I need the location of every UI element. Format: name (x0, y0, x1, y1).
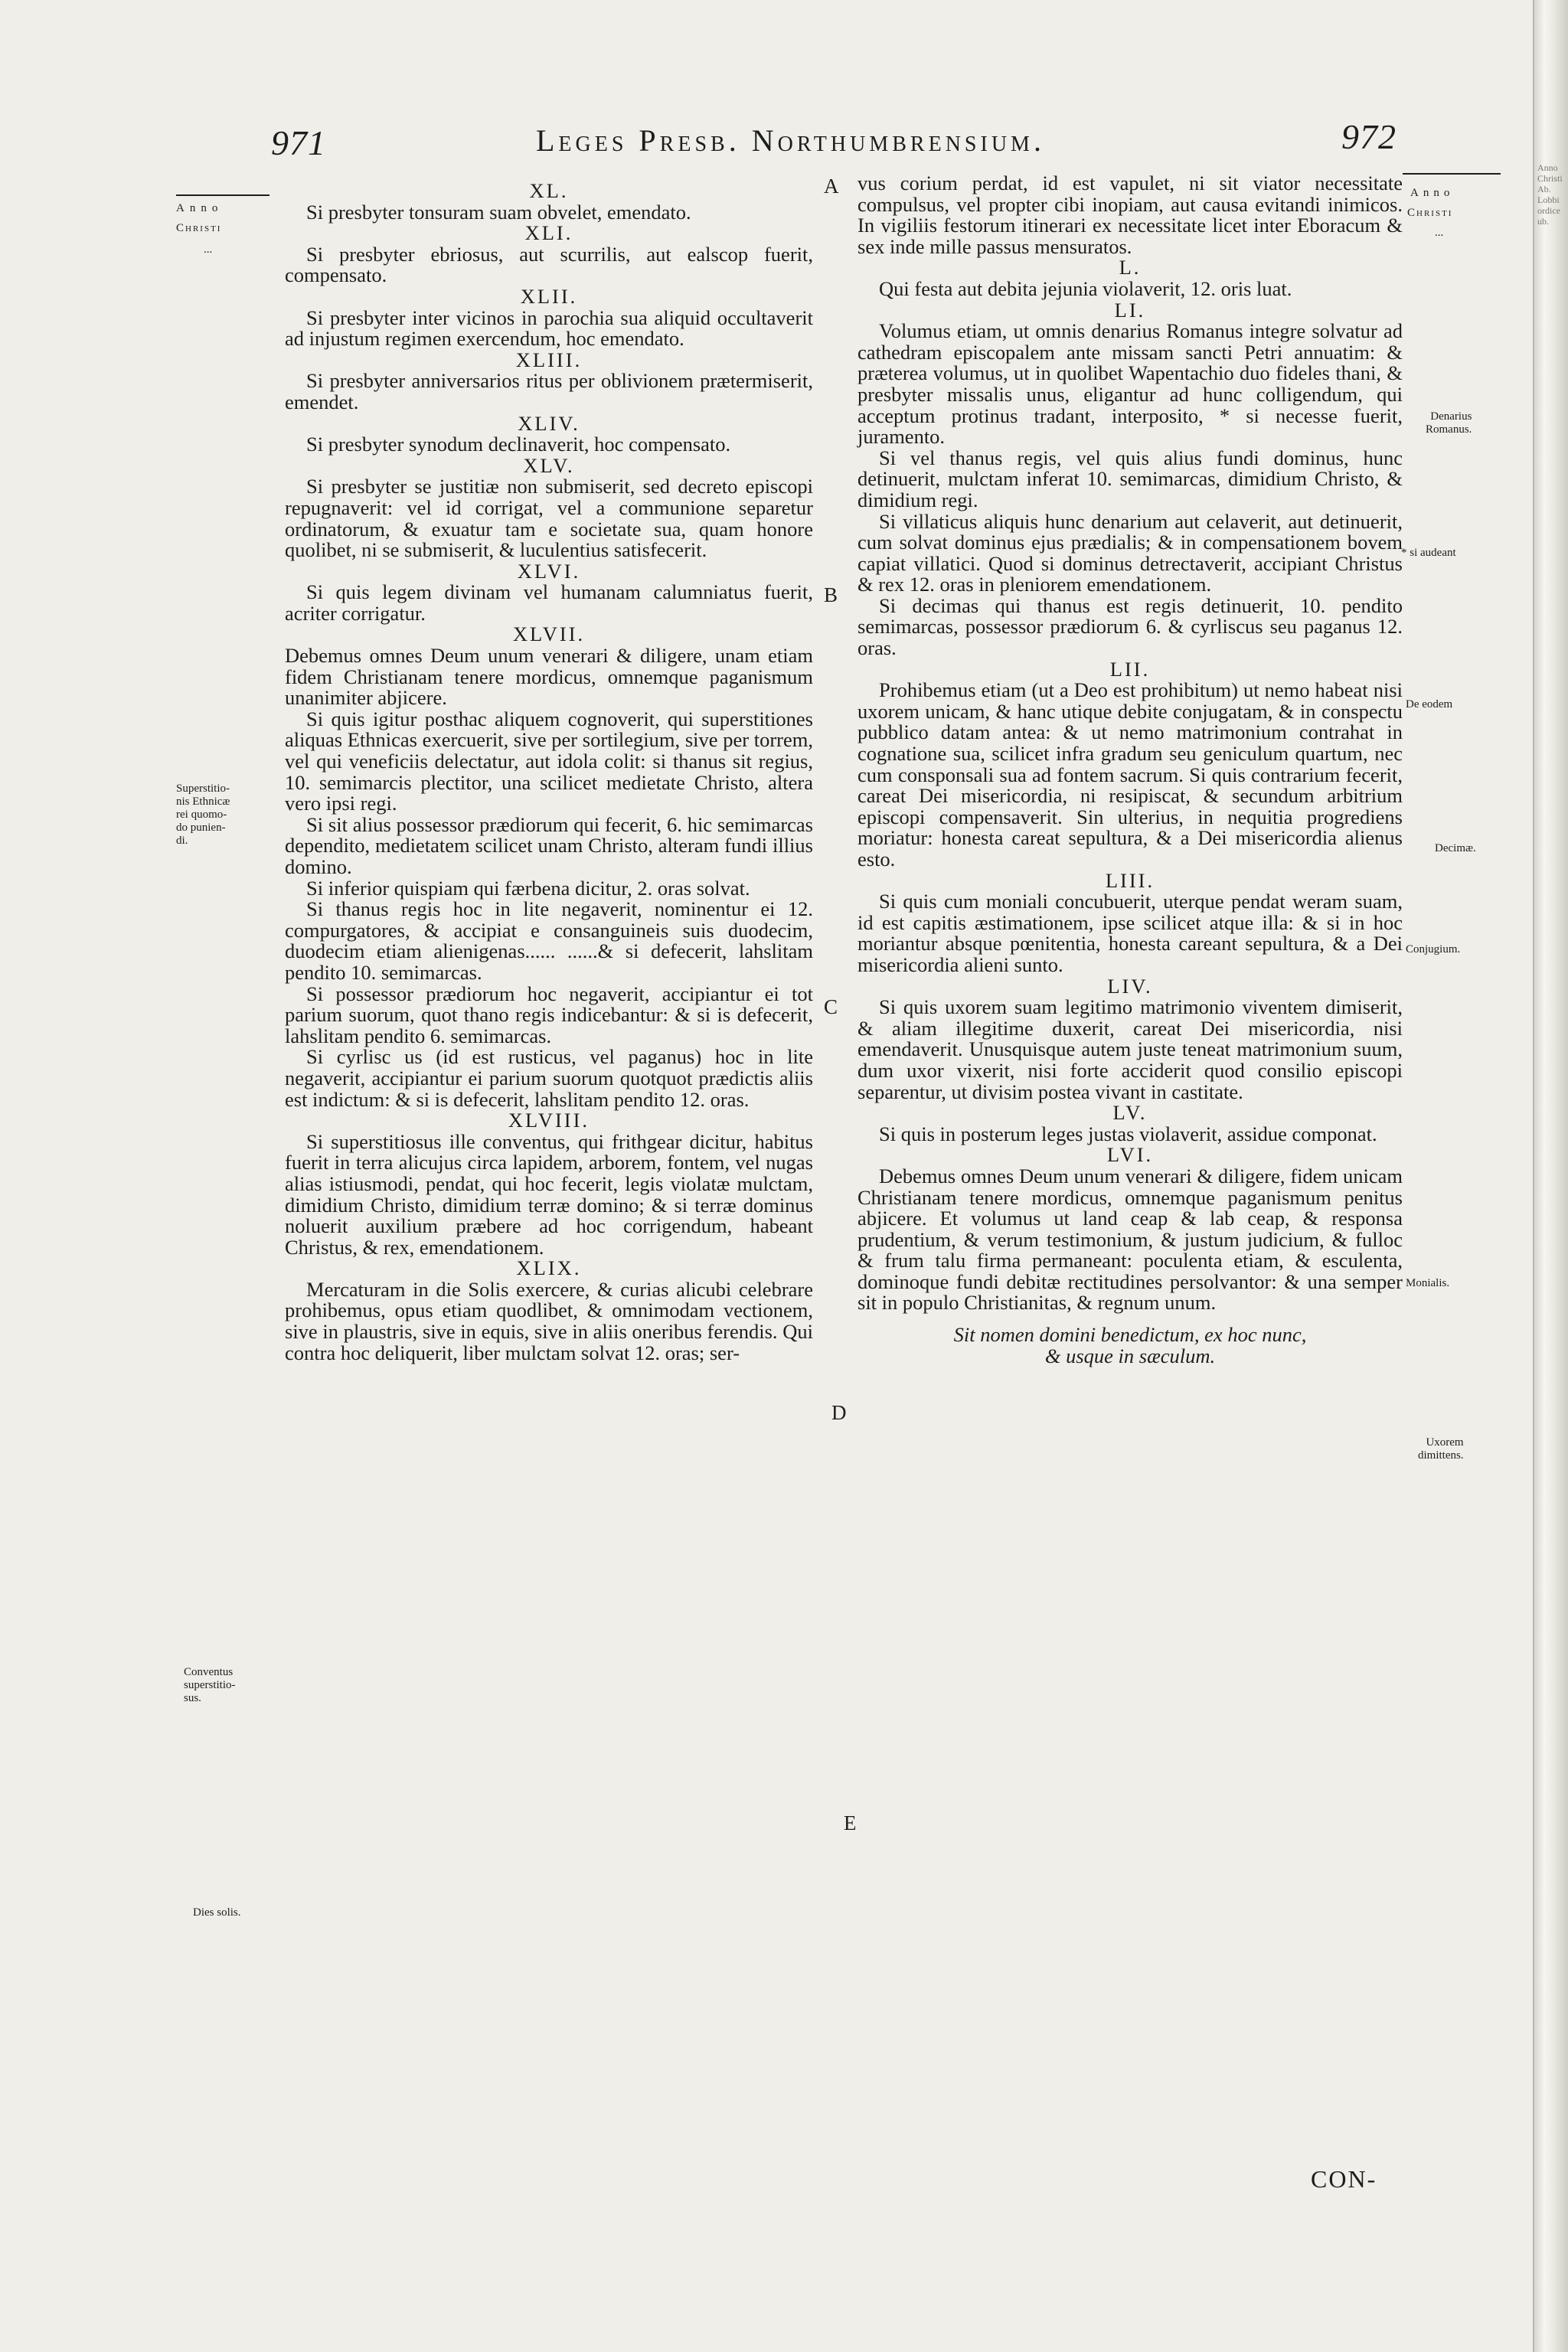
margin-note-christi-left: Christi (176, 222, 222, 234)
catchword: CON- (1311, 2165, 1377, 2193)
law-paragraph: Si villaticus aliquis hunc denarium aut celaverit, aut detinuerit, cum solvat dominus ejus prædialis; & in compensationem bovem capiat villatici. Quod si dominus detrectaverit, accipiant Christus & rex 12. oras in pleniorem emendationem. (858, 509, 1403, 596)
running-title: Leges Presb. Northumbrensium. (536, 123, 1045, 158)
chapter-heading: XLII. (520, 284, 578, 308)
margin-note-christi-right: Christi (1407, 207, 1453, 219)
law-paragraph: Si vel thanus regis, vel quis alius fundi dominus, hunc detinuerit, mulctam inferat 10. semimarcas, dimidium Christo, & dimidium regi. (858, 446, 1403, 511)
law-paragraph: Debemus omnes Deum unum venerari & diligere, fidem unicam Christianam tenere mordicus, omnemque paganismum penitus abjicere. Et volumus ut land ceap & lab ceap, & responsa prudentium, & verum testimonium, & justum judicium, & fulloc & frum talu firma permaneant: poculenta etiam, & esculenta, dominoque fundi debitæ rectitudines persolvantor: & una semper sit in populo Christianitas, & regnum unum. (858, 1164, 1403, 1315)
chapter-heading: XLVI. (517, 559, 581, 583)
margin-note-dots-right: ... (1435, 227, 1444, 239)
law-paragraph: Si possessor prædiorum hoc negaverit, accipiantur ei tot parium suorum, quot thano regis indicebantur: & si is defecerit, lahslitam pendito 6. semimarcas. (285, 982, 813, 1047)
law-paragraph: Si sit alius possessor prædiorum qui fecerit, 6. hic semimarcas dependito, medietatem scilicet unam Christo, alteram fundi illius domino. (285, 812, 813, 878)
law-paragraph: vus corium perdat, id est vapulet, ni sit viator necessitate compulsus, vel propter cibi inopiam, aut causa evitandi inimicos. In vigiliis festorum itinerari ex necessitate licet inter Eboracum & sex inde mille passus mensuratos. (858, 172, 1403, 258)
chapter-heading: XLIV. (518, 411, 580, 435)
chapter-heading: L. (1119, 256, 1142, 279)
law-paragraph: Qui festa aut debita jejunia violaverit, 12. oris luat. (879, 276, 1292, 300)
law-paragraph: Si quis legem divinam vel humanam calumniatus fuerit, acriter corrigatur. (285, 580, 813, 625)
law-paragraph: Si quis igitur posthac aliquem cognoverit, qui superstitiones aliquas Ethnicas exercuerit, sive per sortilegium, sive per torrem, vel qui veneficiis delectatur, aut idola colit: si thanus sit regius, 10. semimarcis plectitor, una scilicet medietate Christo, altera vero ipsi regi. (285, 707, 813, 815)
margin-note-superstitionis: Superstitio- nis Ethnicæ rei quomo- do punien- di. (176, 782, 230, 847)
left-column (285, 181, 813, 1364)
margin-rule-right (1403, 173, 1501, 175)
chapter-heading: LIV. (1107, 974, 1153, 998)
margin-note-monialis: Monialis. (1406, 1277, 1450, 1289)
law-paragraph: Debemus omnes Deum unum venerari & diligere, unam etiam fidem Christianam tenere mordicus, omnemque paganismum unanimiter abjicere. (285, 644, 813, 710)
margin-note-de-eodem: De eodem (1406, 698, 1453, 710)
bleed-through-text: Anno Christi Ab. Lobbi ordice ub. (1537, 162, 1563, 227)
law-paragraph: Si superstitiosus ille conventus, qui frithgear dicitur, habitus fuerit in terra alicujus circa lapidem, arborem, fontem, vel nugas alias istiusmodi, pendat, qui hoc fecerit, legis violatæ mulctam, dimidium Christo, dimidium terræ domino; & si terræ dominus noluerit auxilium præbere ad hoc corrigendum, habeant Christus, & rex, emendationem. (285, 1129, 813, 1259)
law-paragraph: Volumus etiam, ut omnis denarius Romanus integre solvatur ad cathedram episcopalem ante missam sancti Petri annuatim: & præterea volumus, ut in quolibet Wapentachio duo fideles thani, & presbyter missalis unus, eligantur ad hunc colligendum, qui acceptum protinus tradant, interposito, * si necesse fuerit, juramento. (858, 319, 1403, 449)
margin-note-si-audeant: * si audeant (1401, 547, 1456, 559)
margin-note-dots-left: ... (204, 243, 213, 256)
section-letter-a: A (824, 175, 839, 198)
chapter-heading: XLVIII. (508, 1109, 590, 1132)
chapter-heading: LV. (1112, 1101, 1148, 1125)
law-paragraph: Si quis uxorem suam legitimo matrimonio viventem dimiserit, & aliam illegitime duxerit, careat Dei misericordia, nisi emendaverit. Unusquisque autem juste teneat matrimonium suum, dum uxor vixerit, nisi forte acciderit quod consilio episcopi separentur, ut divisim postea vivant in castitate. (858, 995, 1403, 1103)
margin-note-decimae: Decimæ. (1435, 842, 1476, 854)
law-paragraph: Mercaturam in die Solis exercere, & curias alicubi celebrare prohibemus, opus etiam quodlibet, & omnimodam vectionem, sive in plaustris, sive in equis, sive in aliis oneribus ferendis. Qui contra hoc deliquerit, liber mulctam solvat 12. oras; ser- (285, 1277, 813, 1364)
chapter-heading: LIII. (1105, 868, 1155, 892)
page-binding-edge (1533, 0, 1568, 2352)
law-paragraph: Si presbyter ebriosus, aut scurrilis, aut ealscop fuerit, compensato. (285, 242, 813, 287)
margin-note-conjugium: Conjugium. (1406, 943, 1461, 956)
margin-note-uxorem: Uxorem dimittens. (1418, 1436, 1464, 1462)
closing-formula (858, 1325, 1403, 1367)
margin-note-anno-right: Anno (1410, 187, 1455, 199)
margin-note-dies-solis: Dies solis. (193, 1906, 241, 1919)
law-paragraph: Si quis cum moniali concubuerit, uterque pendat weram suam, id est capitis æstimationem, ipse scilicet atque illa: & si in hoc moriantur absque pœnitentia, honesta careant sepultura, & a Dei misericordia alieni sunto. (858, 890, 1403, 976)
law-paragraph: Si inferior quispiam qui færbena dicitur, 2. oras solvat. (306, 876, 750, 900)
chapter-heading: XLI. (524, 221, 573, 245)
section-letter-e: E (844, 1811, 857, 1834)
chapter-heading: XLIII. (515, 348, 583, 371)
margin-note-denarius: Denarius Romanus. (1426, 410, 1472, 436)
closing-line: & usque in sæculum. (1044, 1344, 1216, 1367)
margin-note-conventus: Conventus superstitio- sus. (184, 1666, 236, 1704)
chapter-heading: XLV. (523, 453, 575, 477)
chapter-heading: XLIX. (516, 1256, 582, 1280)
page-number-left: 971 (271, 123, 326, 162)
law-paragraph: Si quis in posterum leges justas violaverit, assidue componat. (879, 1122, 1377, 1145)
law-paragraph: Si decimas qui thanus est regis detinuerit, 10. pendito semimarcas, possessor prædiorum 6. & cyrliscus seu paganus 12. oras. (858, 593, 1403, 660)
chapter-heading: XLVII. (512, 622, 586, 646)
law-paragraph: Si presbyter se justitiæ non submiserit, sed decreto episcopi repugnaverit: vel id corrigat, vel a communione separetur ordinatorum, & exuatur tam e societate sua, quam honore quolibet, ni se submiserit, & luculentius satisfecerit. (285, 475, 813, 562)
chapter-heading: XL. (529, 179, 569, 202)
section-letter-c: C (824, 995, 838, 1018)
chapter-heading: LII. (1109, 657, 1151, 681)
page-number-right: 972 (1341, 117, 1396, 156)
law-paragraph: Si presbyter anniversarios ritus per oblivionem prætermiserit, emendet. (285, 369, 813, 413)
margin-rule-left (176, 194, 270, 196)
law-paragraph: Prohibemus etiam (ut a Deo est prohibitum) ut nemo habeat nisi uxorem unicam, & hanc utique debite conjugatam, & in conspectu pubblico datam antea: & ut nemo matrimonium contrahat in cognatione sua, scilicet infra gradum seu geniculum quartum, nec cum consponsali sua ad fontem sacrum. Si quis contrarium fecerit, careat Dei misericordia, ni resipiscat, & secundum arbitrium episcopi compensaverit. Sin ulterius, in nequitia progrediens moriatur: honesta careat sepultura, & a Dei misericordia alienus esto. (858, 678, 1403, 871)
law-paragraph: Si presbyter tonsuram suam obvelet, emendato. (306, 200, 691, 224)
section-letter-b: B (824, 583, 838, 606)
closing-line: Sit nomen domini benedictum, ex hoc nunc, (953, 1323, 1307, 1347)
law-paragraph: Si cyrlisc us (id est rusticus, vel paganus) hoc in lite negaverit, accipiantur ei parium suorum quotquot prædictis aliis est indictum: & si is defecerit, lahslitam pendito 12. oras. (285, 1045, 813, 1111)
chapter-heading: LVI. (1106, 1143, 1154, 1167)
law-paragraph: Si presbyter inter vicinos in parochia sua aliquid occultaverit ad injustum regimen exercendum, hoc emendato. (285, 305, 813, 351)
margin-note-anno-left: Anno (176, 202, 224, 214)
chapter-heading: LI. (1114, 298, 1146, 322)
law-paragraph: Si presbyter synodum declinaverit, hoc compensato. (306, 433, 731, 456)
section-letter-d: D (831, 1401, 847, 1424)
right-column (858, 173, 1403, 1367)
law-paragraph: Si thanus regis hoc in lite negaverit, nominentur ei 12. compurgatores, & accipiat e consanguineis suis duodecim, duodecim etiam alienigenas...... ......& si defecerit, lahslitam pendito 10. semimarcas. (285, 897, 813, 984)
